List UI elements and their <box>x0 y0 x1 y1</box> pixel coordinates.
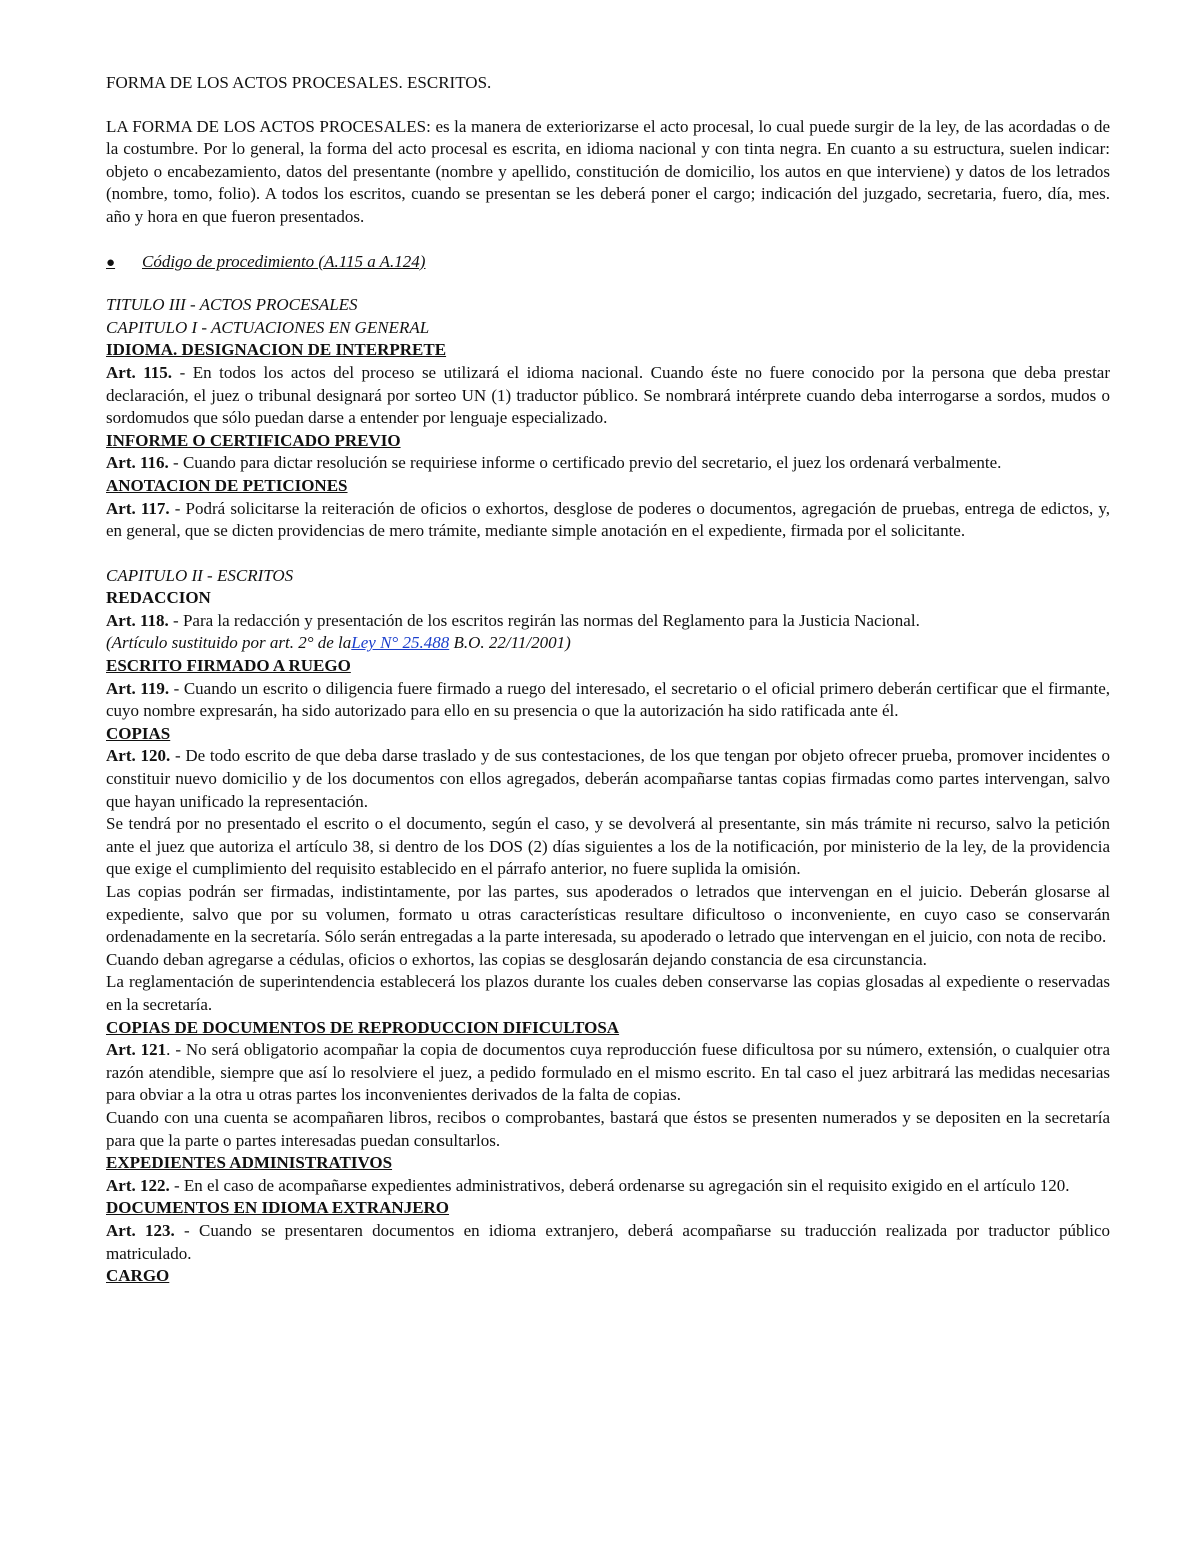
article-120-paragraph-5: La reglamentación de superintendencia establecerá los plazos durante los cuales deben conservarse las copias glosadas al expediente o reservadas en la secretaría. <box>106 972 1110 1014</box>
document-page <box>106 72 1110 1288</box>
article-120-paragraph-4: Cuando deban agregarse a cédulas, oficios o exhortos, las copias se desglosarán dejando constancia de esa circunstancia. <box>106 949 927 969</box>
section-heading-copias: COPIAS <box>106 723 171 743</box>
capitulo-1-heading: CAPITULO I - ACTUACIONES EN GENERAL <box>106 317 430 337</box>
article-text: - Para la redacción y presentación de los escritos regirán las normas del Reglamento para la Justicia Nacional. <box>168 610 920 630</box>
article-115 <box>106 362 1110 430</box>
note-prefix: (Artículo sustituido por art. 2° de la <box>106 633 352 653</box>
article-number: Art. 118. <box>106 610 169 630</box>
article-121 <box>106 1039 1110 1107</box>
titulo-heading: TITULO III - ACTOS PROCESALES <box>106 295 358 315</box>
article-120 <box>106 745 1110 813</box>
article-117 <box>106 498 1110 543</box>
law-link[interactable]: Ley N° 25.488 <box>351 633 450 653</box>
spacer <box>106 543 1110 565</box>
article-120-paragraph-3: Las copias podrán ser firmadas, indistintamente, por las partes, sus apoderados o letrados que intervengan en el juicio. Deberán glosarse al expediente, salvo que por su volumen, formato u otras características resultare dificultoso o inconveniente, en cuyo caso se conservarán ordenadamente en la secretaría. Sólo serán entregadas a la parte interesada, su apoderado o letrado que intervengan en el juicio, con nota de recibo. <box>106 882 1110 947</box>
article-number: Art. 119. <box>106 678 170 698</box>
section-heading-copias-documentos: COPIAS DE DOCUMENTOS DE REPRODUCCION DIFICULTOSA <box>106 1017 620 1037</box>
article-121-paragraph-2: Cuando con una cuenta se acompañaren libros, recibos o comprobantes, bastará que éstos se presenten numerados y se depositen en la secretaría para que la parte o partes interesadas puedan consultarlos. <box>106 1107 1110 1150</box>
bullet-icon: ● <box>106 254 116 271</box>
article-text: - Podrá solicitarse la reiteración de oficios o exhortos, desglose de poderes o documentos, agregación de pruebas, entrega de edictos, y, en general, que se dicten providencias de mero trámite, mediante simple anotación en el expediente, firmada por el solicitante. <box>106 498 1111 541</box>
article-text: - En el caso de acompañarse expedientes administrativos, deberá ordenarse su agregación sin el requisito exigido en el artículo 120. <box>169 1175 1070 1195</box>
article-116 <box>106 452 1110 475</box>
article-118 <box>106 610 1110 633</box>
section-heading-cargo: CARGO <box>106 1266 170 1286</box>
article-122 <box>106 1175 1110 1198</box>
article-text: - En todos los actos del proceso se utilizará el idioma nacional. Cuando éste no fuere conocido por la persona que deba prestar declaración, el juez o tribunal designará por sorteo UN (1) traductor público. Se nombrará intérprete cuando deba interrogarse a sordos, mudos o sordomudos que sólo puedan darse a entender por lenguaje especializado. <box>106 362 1110 428</box>
article-number: Art. 117. <box>106 498 170 518</box>
section-heading-redaccion: REDACCION <box>106 588 211 608</box>
article-text: - Cuando se presentaren documentos en idioma extranjero, deberá acompañarse su traducción realizada por traductor público matriculado. <box>106 1220 1110 1263</box>
section-heading-documentos: DOCUMENTOS EN IDIOMA EXTRANJERO <box>106 1198 450 1218</box>
section-heading-expedientes: EXPEDIENTES ADMINISTRATIVOS <box>106 1153 393 1173</box>
bullet-link-text[interactable]: Código de procedimiento (A.115 a A.124) <box>142 251 426 271</box>
section-heading-ruego: ESCRITO FIRMADO A RUEGO <box>106 656 351 676</box>
article-number: Art. 115. <box>106 362 173 382</box>
article-text: - Cuando para dictar resolución se requiriese informe o certificado previo del secretario, el juez los ordenará verbalmente. <box>168 453 1002 473</box>
article-text: . - No será obligatorio acompañar la copia de documentos cuya reproducción fuese dificultosa por su número, extensión, o cualquier otra razón atendible, siempre que así lo resolviere el juez, a pedido formulado en el mismo escrito. En tal caso el juez arbitrará las medidas necesarias para obviar a la otra u otras partes los inconvenientes derivados de la falta de copias. <box>106 1040 1110 1105</box>
article-120-paragraph-2: Se tendrá por no presentado el escrito o el documento, según el caso, y se devolverá al presentante, sin más trámite ni recurso, salvo la petición ante el juez que autoriza el artículo 38, si dentro de los DOS (2) días siguientes a los de la notificación, por ministerio de la ley, de la providencia que exige el cumplimiento del requisito establecido en el párrafo anterior, no fuere suplida la omisión. <box>106 814 1110 879</box>
article-text: - Cuando un escrito o diligencia fuere firmado a ruego del interesado, el secretario o el oficial primero deberán certificar que el firmante, cuyo nombre expresarán, ha sido autorizado para ello en su presencia o que la autorización ha sido ratificada ante él. <box>106 678 1110 721</box>
article-number: Art. 123. <box>106 1220 175 1240</box>
article-number: Art. 122. <box>106 1175 170 1195</box>
article-number: Art. 121 <box>106 1040 167 1060</box>
article-123 <box>106 1220 1110 1265</box>
bullet-item[interactable] <box>106 251 1110 275</box>
section-heading-anotacion: ANOTACION DE PETICIONES <box>106 475 348 495</box>
intro-paragraph: LA FORMA DE LOS ACTOS PROCESALES: es la manera de exteriorizarse el acto procesal, lo cual puede surgir de la ley, de las acordadas o de la costumbre. Por lo general, la forma del acto procesal es escrita, en idioma nacional y con tinta negra. En cuanto a su estructura, suelen indicar: objeto o encabezamiento, datos del presentante (nombre y apellido, constitución de domicilio, los autos en que interviene) y datos de los letrados (nombre, tomo, folio). A todos los escritos, cuando se presentan se les deberá poner el cargo; indicación del juzgado, secretaria, fuero, día, mes. año y hora en que fueron presentados. <box>106 116 1110 226</box>
note-suffix: B.O. 22/11/2001) <box>449 633 571 653</box>
capitulo-2-heading: CAPITULO II - ESCRITOS <box>106 565 294 585</box>
article-number: Art. 116. <box>106 453 169 473</box>
section-heading-idioma: IDIOMA. DESIGNACION DE INTERPRETE <box>106 340 447 360</box>
article-118-note <box>106 632 1110 655</box>
article-text: - De todo escrito de que deba darse traslado y de sus contestaciones, de los que tengan por objeto ofrecer prueba, promover incidentes o constituir nuevo domicilio y de los documentos con ellos agregados, deberán acompañarse tantas copias firmadas como partes intervengan, salvo que hayan unificado la representación. <box>106 746 1111 811</box>
article-number: Art. 120. <box>106 746 171 766</box>
section-heading-informe: INFORME O CERTIFICADO PREVIO <box>106 430 401 450</box>
article-119 <box>106 678 1110 723</box>
document-title: FORMA DE LOS ACTOS PROCESALES. ESCRITOS. <box>106 73 492 92</box>
